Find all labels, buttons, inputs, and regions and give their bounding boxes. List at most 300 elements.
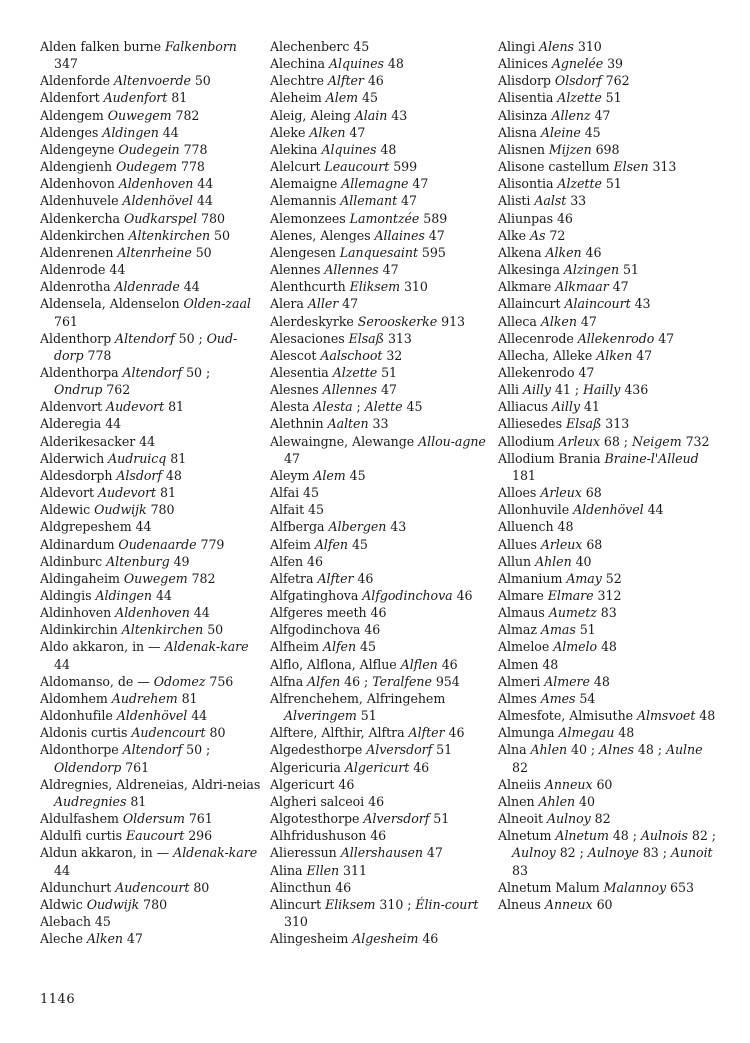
entry-text: Alisdorp: [498, 73, 555, 89]
entry-modern-name: Aldenrade: [114, 279, 180, 295]
entry-text: Allues: [498, 536, 541, 552]
entry-modern-name: Allou-agne: [418, 433, 486, 449]
entry-text: 45: [347, 536, 368, 552]
entry-modern-name: Arleux: [540, 536, 583, 552]
entry-text: Allonhuvile: [498, 502, 574, 518]
entry-text: Alneiis: [498, 776, 545, 792]
index-entry: [270, 553, 492, 570]
index-entry: [498, 415, 720, 432]
entry-text: Aldenrenen: [40, 244, 118, 260]
entry-text: Alke: [498, 227, 530, 243]
entry-text: Almes: [498, 690, 541, 706]
index-entry: [40, 192, 262, 209]
index-entry: [498, 621, 720, 638]
index-entry: [498, 89, 720, 106]
index-column-3: [498, 38, 720, 913]
entry-text: Alnetum Malum: [498, 879, 604, 895]
index-entry: [498, 741, 720, 775]
entry-text: 43: [386, 519, 407, 535]
entry-modern-name: Alfter: [327, 73, 364, 89]
index-entry: [270, 381, 492, 398]
entry-modern-name: Aldenak-kare: [173, 845, 258, 861]
entry-modern-name: Olsdorf: [554, 73, 602, 89]
index-entry: [498, 381, 720, 398]
entry-text: Aldinkirchin: [40, 622, 122, 638]
index-entry: [40, 776, 262, 810]
entry-text: Alfetra: [270, 570, 318, 586]
index-entry: [498, 278, 720, 295]
index-entry: [40, 330, 262, 364]
index-entry: [498, 484, 720, 501]
entry-modern-name: Elsaß: [565, 416, 602, 432]
entry-text: Aleheim: [270, 90, 326, 106]
entry-text: 80: [189, 879, 210, 895]
entry-text: 51: [575, 622, 596, 638]
entry-text: Alethnin: [270, 416, 328, 432]
entry-text: 72: [545, 227, 566, 243]
entry-text: 47: [122, 931, 143, 947]
entry-text: 756: [205, 673, 234, 689]
entry-modern-name: Aulnoy: [512, 845, 556, 861]
entry-text: Aldenkirchen: [40, 227, 129, 243]
entry-text: Aldesdorph: [40, 467, 117, 483]
entry-text: 41 ;: [550, 382, 583, 398]
index-entry: [40, 364, 262, 398]
index-entry: [40, 536, 262, 553]
entry-text: 782: [171, 107, 200, 123]
entry-text: 60: [592, 896, 613, 912]
index-entry: [40, 244, 262, 261]
entry-text: 48: [597, 639, 617, 655]
entry-text: Alechtre: [270, 73, 328, 89]
entry-modern-name: Aulne: [665, 742, 703, 758]
index-entry: [270, 158, 492, 175]
index-entry: [498, 724, 720, 741]
index-entry: [270, 347, 492, 364]
entry-text: 82: [512, 759, 528, 775]
entry-text: Aldun akkaron, in —: [40, 845, 174, 861]
entry-modern-name: Aldenhoven: [115, 605, 190, 621]
entry-text: Aldregnies, Aldreneias, Aldri-neias: [40, 776, 261, 792]
entry-text: 45: [345, 467, 366, 483]
entry-text: 599: [389, 159, 418, 175]
index-entry: [498, 553, 720, 570]
entry-text: 81: [164, 399, 185, 415]
index-entry: [270, 570, 492, 587]
entry-modern-name: Teralfene: [372, 673, 432, 689]
index-entry: [40, 227, 262, 244]
entry-text: 39: [603, 56, 624, 72]
index-entry: [498, 776, 720, 793]
index-entry: [498, 261, 720, 278]
index-entry: [270, 776, 492, 793]
entry-text: Aldenfort: [40, 90, 104, 106]
entry-text: 81: [177, 690, 198, 706]
entry-modern-name: Altenkirchen: [121, 622, 204, 638]
entry-text: 46: [363, 73, 384, 89]
index-entry: [40, 930, 262, 947]
entry-text: Aldensela, Aldenselon: [40, 296, 184, 312]
index-entry: [498, 295, 720, 312]
entry-modern-name: Neigem: [631, 433, 682, 449]
entry-modern-name: Serooskerke: [357, 313, 438, 329]
entry-text: Alnetum: [498, 828, 556, 844]
index-entry: [270, 656, 492, 673]
entry-modern-name: Alens: [539, 39, 574, 54]
entry-modern-name: Alfter: [408, 725, 445, 741]
entry-text: 47: [608, 279, 629, 295]
entry-text: Alliesedes: [498, 416, 566, 432]
entry-text: Alfrenchehem, Alfringehem: [270, 690, 446, 706]
entry-modern-name: Allennes: [322, 382, 378, 398]
entry-modern-name: Oldendorp: [54, 759, 122, 775]
entry-text: 589: [419, 210, 448, 226]
entry-modern-name: Allershausen: [340, 845, 423, 861]
entry-text: Aldingis: [40, 588, 96, 603]
entry-modern-name: Audrehem: [111, 690, 178, 706]
entry-modern-name: Aldenak-kare: [164, 639, 249, 655]
entry-text: Alfeim: [270, 536, 315, 552]
entry-modern-name: Altenrheine: [117, 244, 192, 260]
entry-modern-name: Alnetum: [555, 828, 609, 844]
index-entry: [40, 141, 262, 158]
entry-modern-name: Audencourt: [115, 879, 190, 895]
entry-text: Alenes, Alenges: [270, 227, 375, 243]
entry-modern-name: As: [529, 227, 546, 243]
entry-text: Alieressun: [270, 845, 341, 861]
index-entry: [498, 192, 720, 209]
entry-text: 81: [166, 450, 187, 466]
entry-text: 913: [437, 313, 465, 329]
entry-text: Alemaigne: [270, 176, 342, 192]
entry-text: Alkena: [498, 244, 546, 260]
entry-text: 50: [210, 227, 230, 243]
entry-text: Aldenthorpa: [40, 364, 123, 380]
entry-text: 181: [512, 467, 536, 483]
entry-modern-name: Elsen: [613, 159, 649, 175]
entry-modern-name: Alaincourt: [564, 296, 631, 312]
entry-text: Alenthcurth: [270, 279, 350, 295]
entry-modern-name: Alzette: [332, 364, 378, 380]
entry-text: Almunga: [498, 725, 559, 741]
index-entry: [40, 107, 262, 124]
entry-text: 44: [189, 605, 210, 621]
index-entry: [498, 827, 720, 878]
entry-text: Algotesthorpe: [270, 811, 364, 827]
index-entry: [498, 570, 720, 587]
entry-text: 46: [581, 244, 602, 260]
index-entry: [270, 518, 492, 535]
entry-modern-name: Audenfort: [103, 90, 168, 106]
entry-text: Aldengeyne: [40, 141, 119, 157]
index-entry: [270, 741, 492, 758]
entry-text: Alfgodinchova 46: [270, 622, 381, 638]
entry-text: Allun: [498, 553, 536, 569]
entry-modern-name: Aunoit: [670, 845, 713, 861]
entry-modern-name: Alfgodinchova: [362, 588, 453, 603]
entry-text: 82 ;: [687, 828, 716, 844]
entry-modern-name: Eaucourt: [126, 828, 185, 844]
entry-text: Aldengem: [40, 107, 108, 123]
entry-text: Allekenrodo 47: [498, 364, 595, 380]
entry-modern-name: Allenz: [551, 107, 591, 123]
entry-text: 762: [601, 73, 630, 89]
entry-modern-name: Alfen: [307, 673, 341, 689]
entry-text: 40: [575, 793, 595, 809]
entry-modern-name: Arleux: [540, 485, 582, 501]
entry-modern-name: Allekenrodo: [577, 330, 655, 346]
entry-text: Allecenrode: [498, 330, 578, 346]
entry-text: Alescot: [270, 347, 321, 363]
entry-modern-name: Oudegein: [118, 141, 180, 157]
entry-modern-name: Alken: [545, 244, 582, 260]
index-entry: [498, 501, 720, 518]
entry-modern-name: Anneux: [544, 776, 593, 792]
index-entry: [498, 587, 720, 604]
entry-text: Almaz: [498, 622, 541, 638]
index-entry: [270, 930, 492, 947]
entry-modern-name: Eliksem: [349, 279, 401, 295]
entry-text: Aldenhovon: [40, 176, 119, 192]
entry-text: Aldulfi curtis: [40, 828, 127, 844]
entry-modern-name: Audruicq: [108, 450, 167, 466]
entry-modern-name: Audregnies: [54, 793, 127, 809]
entry-text: Alincthun 46: [270, 879, 352, 895]
entry-text: 780: [139, 896, 168, 912]
entry-modern-name: Olden-zaal: [183, 296, 251, 312]
entry-text: Alesentia: [270, 364, 333, 380]
entry-modern-name: Eliksem: [325, 896, 376, 912]
entry-text: 45: [356, 639, 376, 655]
entry-text: Almanium: [498, 570, 567, 586]
entry-text: Allaincurt: [498, 296, 565, 312]
entry-modern-name: Aleine: [540, 124, 581, 140]
entry-modern-name: Algesheim: [352, 931, 419, 947]
entry-text: Aldengienh: [40, 159, 116, 175]
entry-text: Almaus: [498, 605, 549, 621]
entry-modern-name: Audevort: [106, 399, 165, 415]
entry-text: Alisone castellum: [498, 159, 614, 175]
entry-text: Alfberga: [270, 519, 329, 535]
entry-modern-name: Alesta: [313, 399, 353, 415]
entry-text: 313: [384, 330, 412, 346]
index-entry: [270, 638, 492, 655]
entry-text: Alloes: [498, 485, 541, 501]
entry-text: Aldomanso, de —: [40, 673, 154, 689]
index-entry: [270, 330, 492, 347]
entry-text: 310: [400, 279, 428, 295]
entry-text: Alesnes: [270, 382, 323, 398]
entry-modern-name: Élin-court: [415, 896, 479, 912]
entry-modern-name: Lanquesaint: [339, 244, 418, 260]
entry-modern-name: Altenkirchen: [128, 227, 211, 243]
entry-text: Alekina: [270, 141, 322, 157]
entry-modern-name: Oudkarspel: [123, 210, 198, 226]
index-entry: [498, 72, 720, 89]
entry-text: 51: [377, 364, 398, 380]
entry-text: 50 ;: [174, 330, 207, 346]
index-entry: [498, 330, 720, 347]
entry-text: Alnen: [498, 793, 539, 809]
index-entry: [498, 896, 720, 913]
entry-modern-name: Alfen: [314, 536, 348, 552]
entry-modern-name: Ahlen: [530, 742, 568, 758]
entry-modern-name: Leaucourt: [324, 159, 390, 175]
entry-modern-name: Aldingen: [95, 588, 152, 603]
entry-text: Alfgatinghova: [270, 588, 363, 603]
entry-modern-name: Oudenaarde: [118, 536, 197, 552]
entry-text: 311: [339, 862, 367, 878]
entry-text: 81: [167, 90, 188, 106]
entry-text: Alesta: [270, 399, 314, 415]
entry-text: 82 ;: [555, 845, 588, 861]
index-entry: [40, 518, 262, 535]
index-entry: [498, 518, 720, 535]
entry-text: Alisontia: [498, 176, 558, 192]
index-entry: [270, 433, 492, 467]
entry-text: 44: [187, 708, 208, 724]
index-entry: [270, 879, 492, 896]
index-entry: [40, 673, 262, 690]
entry-modern-name: Allennes: [324, 262, 379, 278]
entry-modern-name: Amay: [566, 570, 602, 586]
entry-text: Aldinburc: [40, 553, 107, 569]
entry-modern-name: Lamontzée: [349, 210, 420, 226]
index-entry: [40, 844, 262, 878]
entry-text: 698: [591, 141, 620, 157]
index-entry: [498, 793, 720, 810]
index-entry: [498, 124, 720, 141]
entry-text: 762: [102, 382, 131, 398]
entry-text: 47: [284, 450, 300, 466]
entry-text: Alluench 48: [498, 519, 574, 535]
index-entry: [270, 536, 492, 553]
index-entry: [270, 467, 492, 484]
entry-text: Algedesthorpe: [270, 742, 367, 758]
index-entry: [498, 210, 720, 227]
entry-text: 48: [614, 725, 635, 741]
entry-modern-name: Agnelée: [551, 56, 604, 72]
entry-text: 81: [156, 485, 176, 501]
index-entry: [498, 158, 720, 175]
index-entry: [270, 278, 492, 295]
index-entry: [40, 72, 262, 89]
index-entry: [40, 467, 262, 484]
entry-text: Alliacus: [498, 399, 552, 415]
entry-modern-name: Alfen: [322, 639, 357, 655]
entry-text: Aldenforde: [40, 73, 114, 89]
entry-text: 44: [643, 502, 664, 518]
index-entry: [40, 38, 262, 72]
entry-text: Alfait 45: [270, 502, 324, 518]
entry-modern-name: Hailly: [582, 382, 621, 398]
entry-modern-name: Alquines: [328, 56, 384, 72]
entry-text: Alingesheim: [270, 931, 353, 947]
index-entry: [270, 793, 492, 810]
entry-modern-name: Audevort: [97, 485, 157, 501]
index-entry: [40, 553, 262, 570]
entry-modern-name: Arleux: [558, 433, 600, 449]
index-entry: [498, 175, 720, 192]
entry-text: 83: [596, 605, 617, 621]
index-entry: [40, 690, 262, 707]
index-entry: [270, 124, 492, 141]
index-entry: [40, 570, 262, 587]
entry-modern-name: Alveringem: [284, 708, 357, 724]
entry-modern-name: Odomez: [153, 673, 206, 689]
entry-modern-name: Alnes: [599, 742, 634, 758]
entry-modern-name: Aalten: [327, 416, 369, 432]
entry-text: 43: [387, 107, 408, 123]
index-entry: [270, 415, 492, 432]
entry-modern-name: Altendorf: [115, 330, 175, 346]
index-entry: [498, 107, 720, 124]
entry-text: 778: [179, 141, 208, 157]
entry-text: 47: [654, 330, 675, 346]
entry-text: Alengesen: [270, 244, 340, 260]
entry-text: Alna: [498, 742, 531, 758]
entry-modern-name: Falkenborn: [164, 39, 237, 54]
entry-text: 51: [601, 176, 622, 192]
entry-text: Aldwic: [40, 896, 87, 912]
entry-text: Aliunpas 46: [498, 210, 573, 226]
entry-text: 347: [54, 56, 78, 72]
entry-text: 44: [54, 862, 70, 878]
entry-modern-name: Albergen: [328, 519, 387, 535]
entry-text: 45: [580, 124, 601, 140]
entry-modern-name: Aller: [307, 296, 339, 312]
entry-text: Alderwich: [40, 450, 109, 466]
entry-text: 48: [383, 56, 404, 72]
entry-text: Aldenhuvele: [40, 193, 123, 209]
entry-modern-name: Ailly: [551, 399, 580, 415]
index-entry: [498, 450, 720, 484]
entry-text: 46: [437, 656, 458, 672]
entry-text: 54: [575, 690, 596, 706]
entry-text: Aldinardum: [40, 536, 119, 552]
entry-text: 47: [397, 193, 417, 209]
entry-text: 48: [161, 467, 182, 483]
entry-text: 48: [376, 141, 397, 157]
entry-text: 45: [402, 399, 423, 415]
entry-text: 46: [444, 725, 465, 741]
entry-text: 51: [601, 90, 622, 106]
entry-text: 595: [417, 244, 446, 260]
index-entry: [40, 501, 262, 518]
entry-text: Almen 48: [498, 656, 559, 672]
entry-text: 46 ;: [340, 673, 373, 689]
entry-text: 310: [284, 913, 308, 929]
entry-modern-name: Braine-l'Alleud: [604, 450, 699, 466]
entry-modern-name: Aldenhövel: [573, 502, 644, 518]
index-entry: [40, 827, 262, 844]
index-entry: [498, 141, 720, 158]
entry-modern-name: Alzingen: [563, 262, 620, 278]
entry-modern-name: Alem: [313, 467, 346, 483]
index-entry: [270, 587, 492, 604]
entry-text: 44: [152, 588, 172, 603]
entry-text: 48 ;: [608, 828, 641, 844]
entry-modern-name: Altenvoerde: [113, 73, 191, 89]
entry-text: Algericurt 46: [270, 776, 355, 792]
index-entry: [270, 621, 492, 638]
entry-text: Alesaciones: [270, 330, 349, 346]
index-entry: [498, 638, 720, 655]
entry-text: Alewaingne, Alewange: [270, 433, 419, 449]
entry-text: 313: [648, 159, 677, 175]
index-entry: [498, 38, 720, 55]
index-entry: [270, 55, 492, 72]
